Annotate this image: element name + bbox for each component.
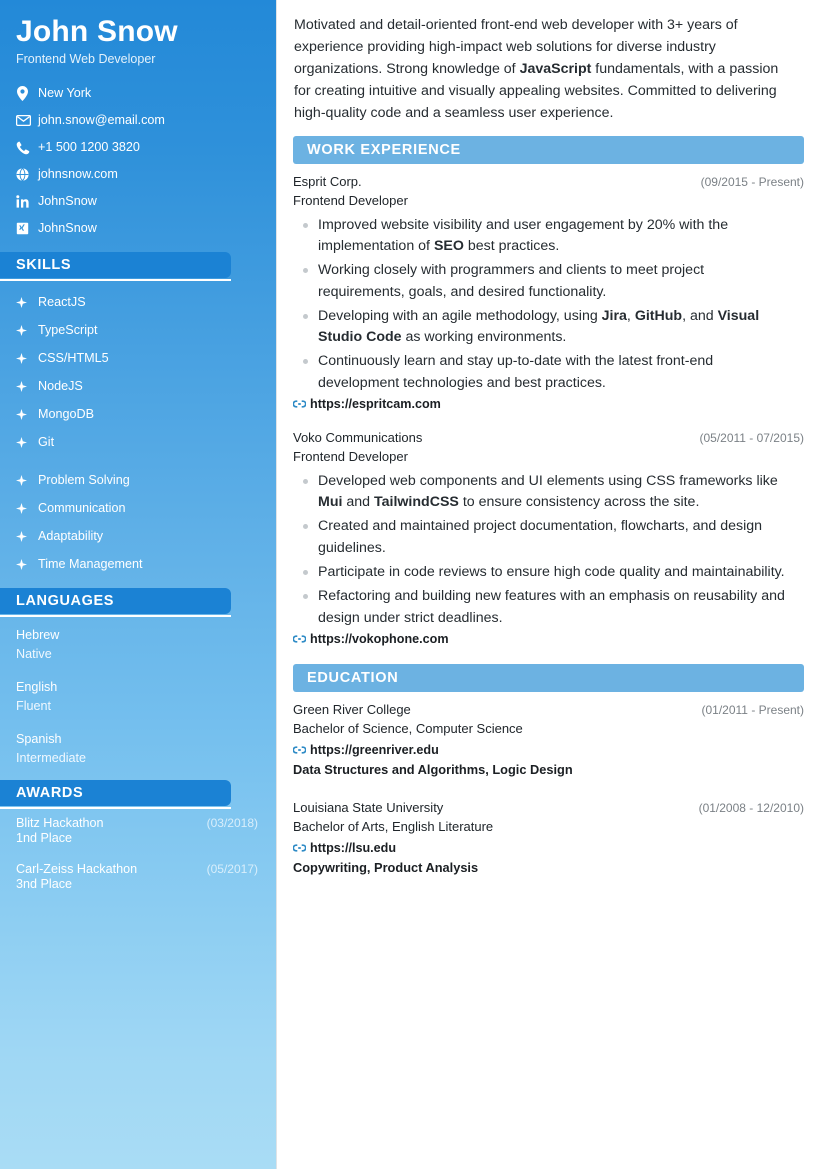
job-bullet <box>293 516 804 559</box>
skill-label: NodeJS <box>38 379 83 394</box>
skill-item <box>16 316 258 344</box>
skill-label: TypeScript <box>38 323 98 338</box>
education-degree: Bachelor of Arts, English Literature <box>293 818 494 834</box>
diamond-bullet-icon <box>16 409 38 420</box>
linkedin-icon <box>16 195 38 208</box>
work-experience-list <box>293 173 804 646</box>
language-item <box>16 676 258 715</box>
job-date: (09/2015 - Present) <box>700 175 804 189</box>
skills-heading-rule <box>0 279 231 281</box>
diamond-bullet-icon <box>16 503 38 514</box>
spacer <box>293 783 804 799</box>
skill-label: ReactJS <box>38 295 86 310</box>
globe-icon <box>16 168 38 181</box>
bullet-dot-icon <box>293 306 318 349</box>
job-bullet <box>293 586 804 629</box>
awards-heading-rule <box>0 807 231 809</box>
skill-label: CSS/HTML5 <box>38 351 109 366</box>
link-chain-icon <box>293 635 310 643</box>
location-pin-icon <box>16 86 38 101</box>
job-title: Frontend Developer <box>293 192 408 208</box>
xing-icon <box>16 222 38 235</box>
link-chain-icon <box>293 746 310 754</box>
diamond-bullet-icon <box>16 531 38 542</box>
skill-item <box>16 466 258 494</box>
education-website-url: https://lsu.edu <box>310 840 397 855</box>
award-title: Blitz Hackathon <box>16 816 104 831</box>
education-date: (01/2008 - 12/2010) <box>698 801 804 816</box>
education-courses: Copywriting, Product Analysis <box>293 859 479 875</box>
education-entry <box>293 799 804 877</box>
skill-item <box>16 288 258 316</box>
job-bullet-text: Improved website visibility and user engagement by 20% with the implementation of SEO best practices. <box>318 216 729 254</box>
envelope-icon <box>16 115 38 126</box>
education-website-link[interactable] <box>293 841 804 855</box>
professional-summary: Motivated and detail-oriented front-end web developer with 3+ years of experience providing high-impact web solutions for diverse industry organizations. Strong knowledge of JavaScript fundamentals, with a passion for creating intuitive and visually appealing websites. Committed to delivering high-quality code and a seamless user experience. <box>294 17 779 121</box>
contact-phone[interactable] <box>16 134 258 161</box>
awards-section-header <box>0 780 231 806</box>
education-heading: EDUCATION <box>293 664 804 692</box>
contact-email-text: john.snow@email.com <box>38 113 165 128</box>
education-website-url: https://greenriver.edu <box>310 742 439 757</box>
award-header <box>16 862 258 876</box>
skill-item <box>16 372 258 400</box>
education-website-link[interactable] <box>293 743 804 757</box>
candidate-name: John Snow <box>16 15 178 48</box>
bullet-dot-icon <box>293 351 318 394</box>
education-list <box>293 701 804 877</box>
bullet-dot-icon <box>293 586 318 629</box>
job-bullet-text: Working closely with programmers and clients to meet project requirements, goals, and desired functionality. <box>318 262 705 300</box>
contact-linkedin[interactable] <box>16 188 258 215</box>
award-item <box>16 862 258 894</box>
skills-list <box>0 288 276 578</box>
award-place: 3nd Place <box>16 877 73 892</box>
skill-item <box>16 428 258 456</box>
job-company: Voko Communications <box>293 430 423 446</box>
skill-label: Git <box>38 435 55 450</box>
job-entry <box>293 173 804 411</box>
job-website-url: https://espritcam.com <box>310 397 441 412</box>
skill-item <box>16 344 258 372</box>
contact-website-text: johnsnow.com <box>38 167 118 182</box>
job-bullet <box>293 215 804 258</box>
language-name: Hebrew <box>16 628 60 643</box>
language-level: Fluent <box>16 699 52 714</box>
language-item <box>16 728 258 767</box>
bullet-dot-icon <box>293 516 318 559</box>
education-date: (01/2011 - Present) <box>701 702 804 717</box>
job-bullet-text: Created and maintained project documentation, flowcharts, and design guidelines. <box>318 518 763 556</box>
diamond-bullet-icon <box>16 297 38 308</box>
education-degree: Bachelor of Science, Computer Science <box>293 720 523 736</box>
languages-heading-rule <box>0 615 231 617</box>
language-name: English <box>16 680 58 695</box>
skills-heading: SKILLS <box>0 252 231 278</box>
phone-icon <box>16 141 38 155</box>
award-date: (03/2018) <box>206 816 258 831</box>
diamond-bullet-icon <box>16 325 38 336</box>
bullet-dot-icon <box>293 562 318 583</box>
contact-website[interactable] <box>16 161 258 188</box>
skill-item <box>16 550 258 578</box>
award-date: (05/2017) <box>206 862 258 877</box>
contact-phone-text: +1 500 1200 3820 <box>38 140 140 155</box>
skill-label: Communication <box>38 501 126 516</box>
language-level: Intermediate <box>16 751 87 766</box>
skills-section-header <box>0 252 231 278</box>
skill-item <box>16 522 258 550</box>
bullet-dot-icon <box>293 260 318 303</box>
job-website-link[interactable] <box>293 397 804 411</box>
spacer <box>293 650 804 664</box>
award-item <box>16 816 258 848</box>
contact-location-text: New York <box>38 86 92 101</box>
diamond-bullet-icon <box>16 353 38 364</box>
award-place: 1nd Place <box>16 831 73 846</box>
job-date: (05/2011 - 07/2015) <box>699 431 804 446</box>
contact-location[interactable] <box>16 80 258 107</box>
job-bullet <box>293 306 804 349</box>
identity-block <box>0 16 276 66</box>
skill-label: MongoDB <box>38 407 95 422</box>
contact-list <box>0 80 276 242</box>
job-title: Frontend Developer <box>293 448 408 464</box>
bullet-dot-icon <box>293 215 318 258</box>
job-bullet <box>293 471 804 514</box>
education-school: Louisiana State University <box>293 800 444 816</box>
language-level: Native <box>16 647 52 662</box>
education-header <box>293 701 804 720</box>
diamond-bullet-icon <box>16 437 38 448</box>
job-website-link[interactable] <box>293 632 804 646</box>
job-bullets <box>293 215 804 394</box>
skill-label: Time Management <box>38 557 143 572</box>
sidebar <box>0 0 276 1169</box>
link-chain-icon <box>293 400 310 408</box>
job-bullet-text: Continuously learn and stay up-to-date with the latest front-end development technologies and best practices. <box>318 353 714 391</box>
languages-list <box>0 624 276 767</box>
awards-heading: AWARDS <box>0 780 231 806</box>
job-bullet-text: Refactoring and building new features with an emphasis on reusability and design under strict deadlines. <box>318 588 785 626</box>
job-bullet <box>293 562 804 583</box>
diamond-bullet-icon <box>16 381 38 392</box>
skill-label: Adaptability <box>38 529 104 544</box>
job-bullet <box>293 260 804 303</box>
award-header <box>16 816 258 830</box>
language-name: Spanish <box>16 732 62 747</box>
job-bullet-text: Developed web components and UI elements using CSS frameworks like Mui and TailwindCSS to ensure consistency across the site. <box>318 472 778 511</box>
contact-xing-text: JohnSnow <box>38 221 97 236</box>
contact-xing[interactable] <box>16 215 258 242</box>
education-entry <box>293 701 804 779</box>
link-chain-icon <box>293 844 310 852</box>
bullet-dot-icon <box>293 471 318 514</box>
education-header <box>293 799 804 818</box>
awards-list <box>0 816 276 893</box>
candidate-role: Frontend Web Developer <box>16 52 156 67</box>
job-bullet-text: Developing with an agile methodology, using Jira, GitHub, and Visual Studio Code as working environments. <box>318 307 760 346</box>
skill-item <box>16 400 258 428</box>
contact-email[interactable] <box>16 107 258 134</box>
skill-label: Problem Solving <box>38 473 130 488</box>
job-bullets <box>293 471 804 629</box>
languages-heading: LANGUAGES <box>0 588 231 614</box>
language-item <box>16 624 258 663</box>
education-school: Green River College <box>293 701 411 717</box>
work-experience-heading: WORK EXPERIENCE <box>293 136 804 164</box>
job-bullet <box>293 351 804 394</box>
languages-section-header <box>0 588 231 614</box>
education-courses: Data Structures and Algorithms, Logic Design <box>293 761 573 777</box>
main-content <box>276 0 826 1169</box>
job-company: Esprit Corp. <box>293 174 362 189</box>
diamond-bullet-icon <box>16 475 38 486</box>
job-bullet-text: Participate in code reviews to ensure high code quality and maintainability. <box>318 563 785 580</box>
skill-item <box>16 494 258 522</box>
spacer <box>293 415 804 429</box>
contact-linkedin-text: JohnSnow <box>38 194 97 209</box>
job-header <box>293 173 804 192</box>
diamond-bullet-icon <box>16 559 38 570</box>
job-website-url: https://vokophone.com <box>310 631 449 646</box>
job-header <box>293 429 804 448</box>
award-title: Carl-Zeiss Hackathon <box>16 862 138 877</box>
job-entry <box>293 429 804 646</box>
